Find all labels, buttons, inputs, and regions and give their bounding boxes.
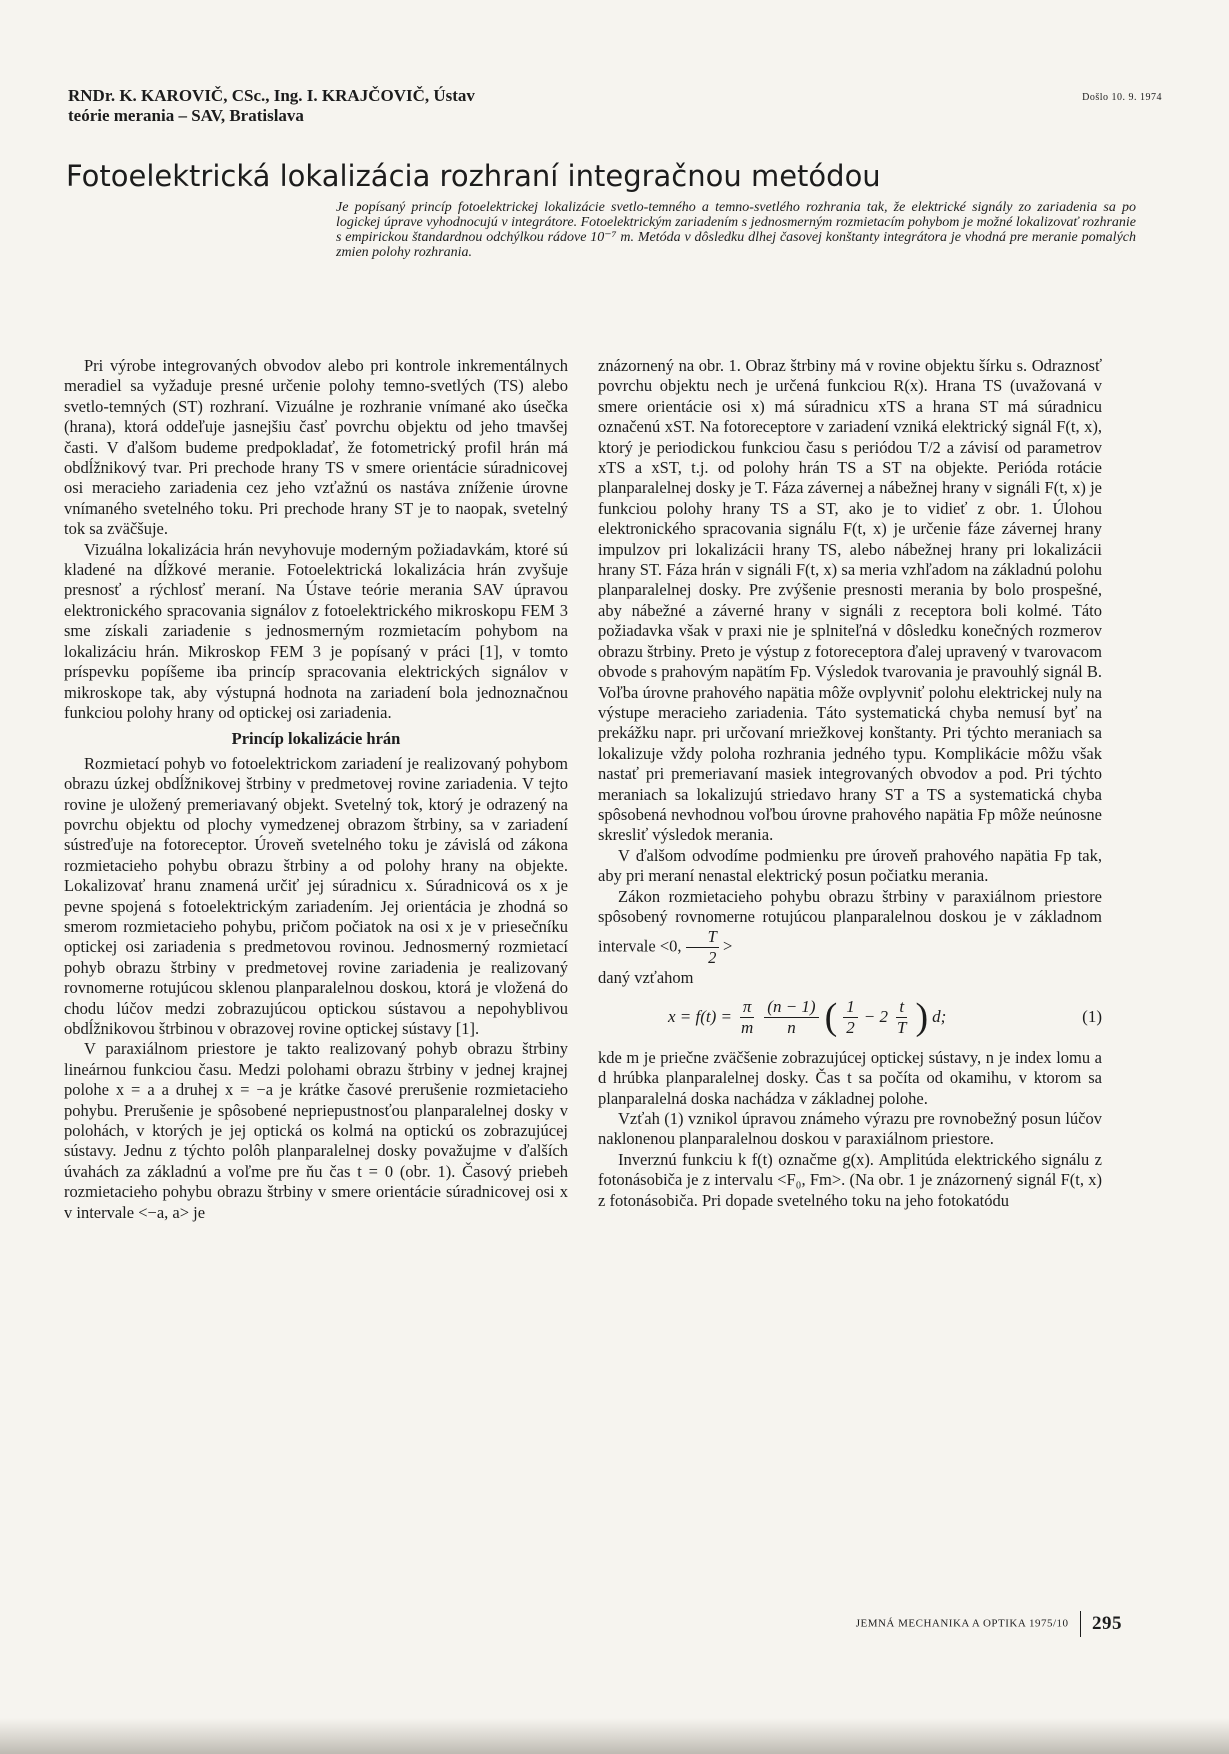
equation-minus-two: − 2 (863, 1007, 888, 1027)
paragraph: V paraxiálnom priestore je takto realizovaný pohyb obrazu štrbiny lineárnou funkciou času. Medzi polohami obrazu štrbiny v jednej krajnej polohe x = a a druhej x = −a je krátke časové prerušenie rozmietacieho pohybu. Prerušenie je spôsobené nepriepustnosťou planparalelnej dosky v polohách, v ktorých je jej optická os kolmá na optickú os zobrazujúcej sústavy. Jednu z týchto polôh planparalelnej dosky považujme v ďalších úvahách za základnú a voľme pre ňu čas t = 0 (obr. 1). Časový priebeh rozmietacieho pohybu obrazu štrbiny v smere orientácie súradnicovej osi x v intervale <−a, a> je (64, 1039, 568, 1222)
equation-number: (1) (1082, 1007, 1102, 1027)
paragraph: V ďalšom odvodíme podmienku pre úroveň prahového napätia Fp tak, aby pri meraní nenastal elektrický posun počiatku merania. (598, 845, 1102, 886)
paragraph: kde m je priečne zväčšenie zobrazujúcej optickej sústavy, n je index lomu a d hrúbka planparalelnej dosky. Čas t sa počíta od okamihu, v ktorom sa planparalelná doska nachádza v základnej polohe. (598, 1047, 1102, 1108)
fraction-numerator: t (896, 997, 907, 1018)
fraction-half (843, 997, 858, 1038)
interval-fraction (686, 927, 719, 968)
equation-1 (598, 997, 1102, 1038)
interval-close: > (722, 936, 733, 956)
abstract: Je popísaný princíp fotoelektrickej lokalizácie svetlo-temného a temno-svetlého rozhrania tak, že elektrické signály zo zariadenia sa po logickej úprave vyhodnocujú v integrátore. Fotoelektrickým zariadením s jednosmerným rozmietacím pohybom je možné lokalizovať rozhranie s empirickou štandardnou odchýlkou rádove 10⁻⁷ m. Metóda v dôsledku dlhej časovej konštanty integrátora je vhodná pre meranie pomalých zmien polohy rozhrania. (336, 200, 1136, 260)
paragraph: Vizuálna lokalizácia hrán nevyhovuje moderným požiadavkám, ktoré sú kladené na dĺžkové meranie. Fotoelektrická lokalizácia hrán zvyšuje presnosť a rýchlosť meraní. Na Ústave teórie merania SAV úpravou elektronického spracovania signálov z fotoelektrického mikroskopu FEM 3 sme získali zariadenie s jednosmerným rozmietacím pohybom na lokalizáciu hrán. Mikroskop FEM 3 je popísaný v práci [1], v tomto príspevku popíšeme iba princíp spracovania elektrických signálov v mikroskope tak, aby výstupná hodnota na zariadení bola jednoznačnou funkciou polohy hrany od optickej osi zariadenia. (64, 539, 568, 722)
fraction-denominator: n (787, 1017, 796, 1037)
journal-name: JEMNÁ MECHANIKA A OPTIKA 1975/10 (855, 1617, 1069, 1630)
right-paren: ) (915, 996, 929, 1039)
left-paren: ( (824, 996, 838, 1039)
page-number: 295 (1092, 1613, 1122, 1634)
left-column (64, 356, 568, 1223)
fraction-numerator: (n − 1) (764, 997, 818, 1018)
author-line-2: teórie merania – SAV, Bratislava (68, 106, 304, 125)
paragraph: znázornený na obr. 1. Obraz štrbiny má v rovine objektu šírku s. Odraznosť povrchu objektu nech je určená funkciou R(x). Hrana TS (uvažovaná v smere orientácie osi x) má súradnicu xTS a hrana ST má súradnicu označenú xST. Na fotoreceptore v zariadení vzniká elektrický signál F(t, x), ktorý je periodickou funkciou času s periódou T/2 a závisí od parametrov xTS a xST, t.j. od polohy hrán TS a ST na objekte. Perióda rotácie planparalelnej dosky je T. Fáza závernej a nábežnej hrany v signáli F(t, x) je funkciou polohy hrany TS a ST, ako je to vidieť z obr. 1. Úlohou elektronického spracovania signálu F(t, x) je určenie fáze závernej hrany impulzov pri lokalizácii hrany TS, alebo nábežnej hrany pri lokalizácii hrany ST. Fáza hrán v signáli F(t, x) sa meria vzhľadom na základnú polohu planparalelnej dosky. Pre zvýšenie presnosti merania by bolo prospešné, aby nábežné a záverné hrany v signáli z receptora boli kolmé. Táto požiadavka však v praxi nie je splniteľná v dôsledku konečných rozmerov obrazu štrbiny. Preto je výstup z fotoreceptora ďalej upravený v tvarovacom obvode s prahovým napätím Fp. Výsledok tvarovania je pravouhlý signál B. Voľba úrovne prahového napätia môže ovplyvniť polohu elektrickej nuly na výstupe meracieho zariadenia. Táto systematická chyba nemusí byť na prekážku napr. pri určovaní mriežkovej konštanty. Pri týchto meraniach sa lokalizuje vždy poloha rozhrania jedného typu. Komplikácie môžu však nastať pri premeriavaní masiek integrovaných obvodov a pod. Pri týchto meraniach sa lokalizujú striedavo hrany ST a TS a systematická chyba spôsobená nevhodnou voľbou úrovne prahového napätia Fp môže neúnosne skresliť výsledok merania. (598, 356, 1102, 845)
fraction-denominator: m (741, 1017, 754, 1037)
fraction-t-T (894, 997, 909, 1038)
equation-tail: d; (932, 1007, 947, 1027)
fraction-numerator: T (686, 927, 719, 948)
fraction-numerator: π (740, 997, 755, 1018)
equation-lhs: x = f(t) = (668, 1007, 733, 1027)
paragraph: Rozmietací pohyb vo fotoelektrickom zariadení je realizovaný pohybom obrazu úzkej obdĺžnikovej štrbiny v predmetovej rovine zariadenia. V tejto rovine je uložený premeriavaný objekt. Svetelný tok, ktorý je odrazený na povrchu objektu od plochy vymedzenej obrazom štrbiny, sa v zariadení sústreďuje na fotoreceptor. Úroveň svetelného toku je závislá od zákona rozmietacieho pohybu obrazu štrbiny a od polohy hrany na objekte. Lokalizovať hranu znamená určiť jej súradnicu x. Súradnicová os x je pevne spojená s fotoelektrickým zariadením. Jej orientácia je zhodná so smerom rozmietacieho pohybu, pričom počiatok na osi x je v priesečníku optickej osi zariadenia s predmetovou rovinou. Jednosmerný rozmietací pohyb obrazu štrbiny v predmetovej rovine zariadenia je realizovaný rovnomerne rotujúcou sklenou planparalelnou doskou, ktorá je vložená do chodu lúčov medzi zobrazujúcou optickou sústavou a nepohyblivou obdĺžnikovou štrbinou v obrazovej rovine optickej sústavy [1]. (64, 753, 568, 1038)
section-heading: Princíp lokalizácie hrán (231, 729, 401, 749)
equation-expression (668, 997, 946, 1038)
article-title: Fotoelektrická lokalizácia rozhraní integračnou metódou (66, 159, 881, 193)
right-column (598, 356, 1102, 1211)
paragraph (598, 887, 1102, 969)
footer-divider (1080, 1611, 1081, 1637)
fraction-denominator: 2 (708, 948, 717, 968)
paragraph: Vzťah (1) vznikol úpravou známeho výrazu pre rovnobežný posun lúčov naklonenou planparalelnou doskou v paraxiálnom priestore. (598, 1109, 1102, 1149)
paragraph: Pri výrobe integrovaných obvodov alebo pri kontrole inkrementálnych meradiel sa vyžaduje presné určenie polohy temno-svetlých (TS) alebo svetlo-temných (ST) rozhraní. Vizuálne je rozhranie vnímané ako úsečka (hrana), ktorá oddeľuje jasnejšiu časť povrchu objektu od jeho tmavšej časti. V ďalšom budeme predpokladať, že fotometrický profil hrán má obdĺžnikový tvar. Pri prechode hrany TS v smere orientácie súradnicovej osi meracieho zariadenia cez jeho vzťažnú os nastáva zníženie úrovne vnímaného svetelného toku. Pri prechode hrany ST je to naopak, svetelný tok sa zväčšuje. (64, 356, 568, 539)
fraction-n (764, 997, 818, 1038)
fraction-pi-m (738, 997, 756, 1038)
fraction-denominator: 2 (846, 1017, 855, 1037)
paragraph: Inverznú funkciu k f(t) označme g(x). Amplitúda elektrického signálu z fotonásobiča je z intervalu <F₀, Fm>. (Na obr. 1 je znázornený signál F(t, x) z fotonásobiča. Pri dopade svetelného toku na jeho fotokatódu (598, 1149, 1102, 1210)
fraction-denominator: T (896, 1017, 907, 1037)
paragraph-text: Zákon rozmietacieho pohybu obrazu štrbiny v paraxiálnom priestore spôsobený rovnomerne rotujúcou planparalelnou doskou je v základnom intervale <0, (598, 886, 1102, 956)
paragraph: daný vzťahom (598, 968, 694, 988)
author-line-1: RNDr. K. KAROVIČ, CSc., Ing. I. KRAJČOVIČ, Ústav (68, 86, 475, 105)
author-affiliation (68, 86, 628, 126)
received-date: Došlo 10. 9. 1974 (1082, 92, 1162, 103)
page-footer (702, 1611, 1122, 1637)
scan-edge-shadow (0, 1718, 1229, 1754)
fraction-numerator: 1 (843, 997, 858, 1018)
